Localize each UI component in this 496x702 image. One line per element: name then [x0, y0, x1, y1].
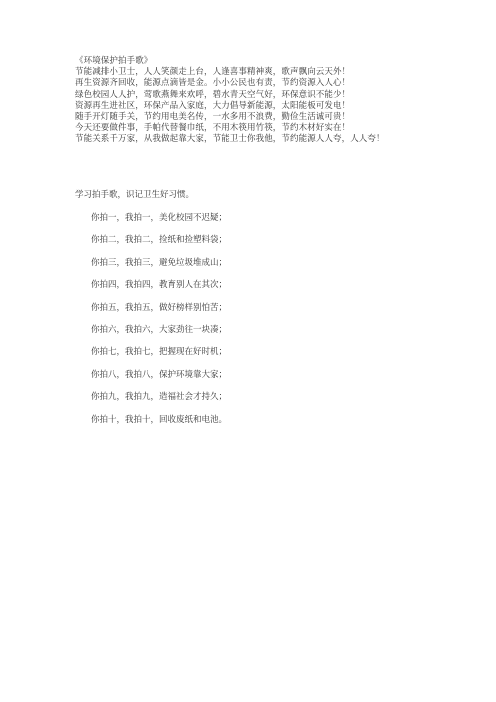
poem-line: 节能减排小卫士，人人笑颜走上台，人逢喜事精神爽，歌声飘向云天外！ [75, 67, 351, 78]
rhyme-line: 你拍四，我拍四，教育别人在其次； [91, 280, 228, 291]
rhyme-line: 你拍八，我拍八，保护环境靠大家； [91, 369, 228, 380]
poem-line: 再生资源齐回收，能源点滴皆是金。小小公民也有责，节约资源入人心！ [75, 78, 351, 89]
poem-line: 节能关系千万家，从我做起靠大家，节能卫士你我他，节约能源人人夸，人人夸！ [75, 134, 385, 145]
rhyme-line: 你拍七，我拍七，把握现在好时机； [91, 347, 228, 358]
rhyme-line: 你拍六，我拍六，大家劲往一块凑； [91, 324, 228, 335]
poem-line: 今天还要做件事，手帕代替餐巾纸，不用木筷用竹筷，节约木材好实在！ [75, 123, 351, 134]
poem-line: 绿色校园人人护，莺歌燕舞来欢呼，碧水青天空气好，环保意识不能少！ [75, 89, 351, 100]
rhyme-line: 你拍一，我拍一，美化校园不迟疑； [91, 213, 228, 223]
poem-line: 资源再生进社区，环保产品入家庭，大力倡导新能源，太阳能板可发电！ [75, 100, 351, 111]
poem-line: 随手开灯随手关，节约用电美名传，一水多用不浪费，勤俭生活诚可贵！ [75, 112, 351, 123]
poem-section [75, 56, 475, 146]
rhyme-line: 你拍九，我拍九，造福社会才持久； [91, 392, 228, 403]
rhyme-list [91, 213, 227, 437]
rhyme-line: 你拍十，我拍十，回收废纸和电池。 [91, 414, 228, 425]
rhyme-intro: 学习拍手歌，识记卫生好习惯。 [75, 190, 195, 200]
rhyme-line: 你拍五，我拍五，做好榜样别怕苦； [91, 302, 228, 313]
rhyme-line: 你拍三，我拍三，避免垃圾堆成山； [91, 257, 228, 268]
rhyme-line: 你拍二，我拍二，捡纸和捡塑料袋； [91, 235, 228, 246]
poem-title: 《环境保护拍手歌》 [75, 56, 153, 66]
